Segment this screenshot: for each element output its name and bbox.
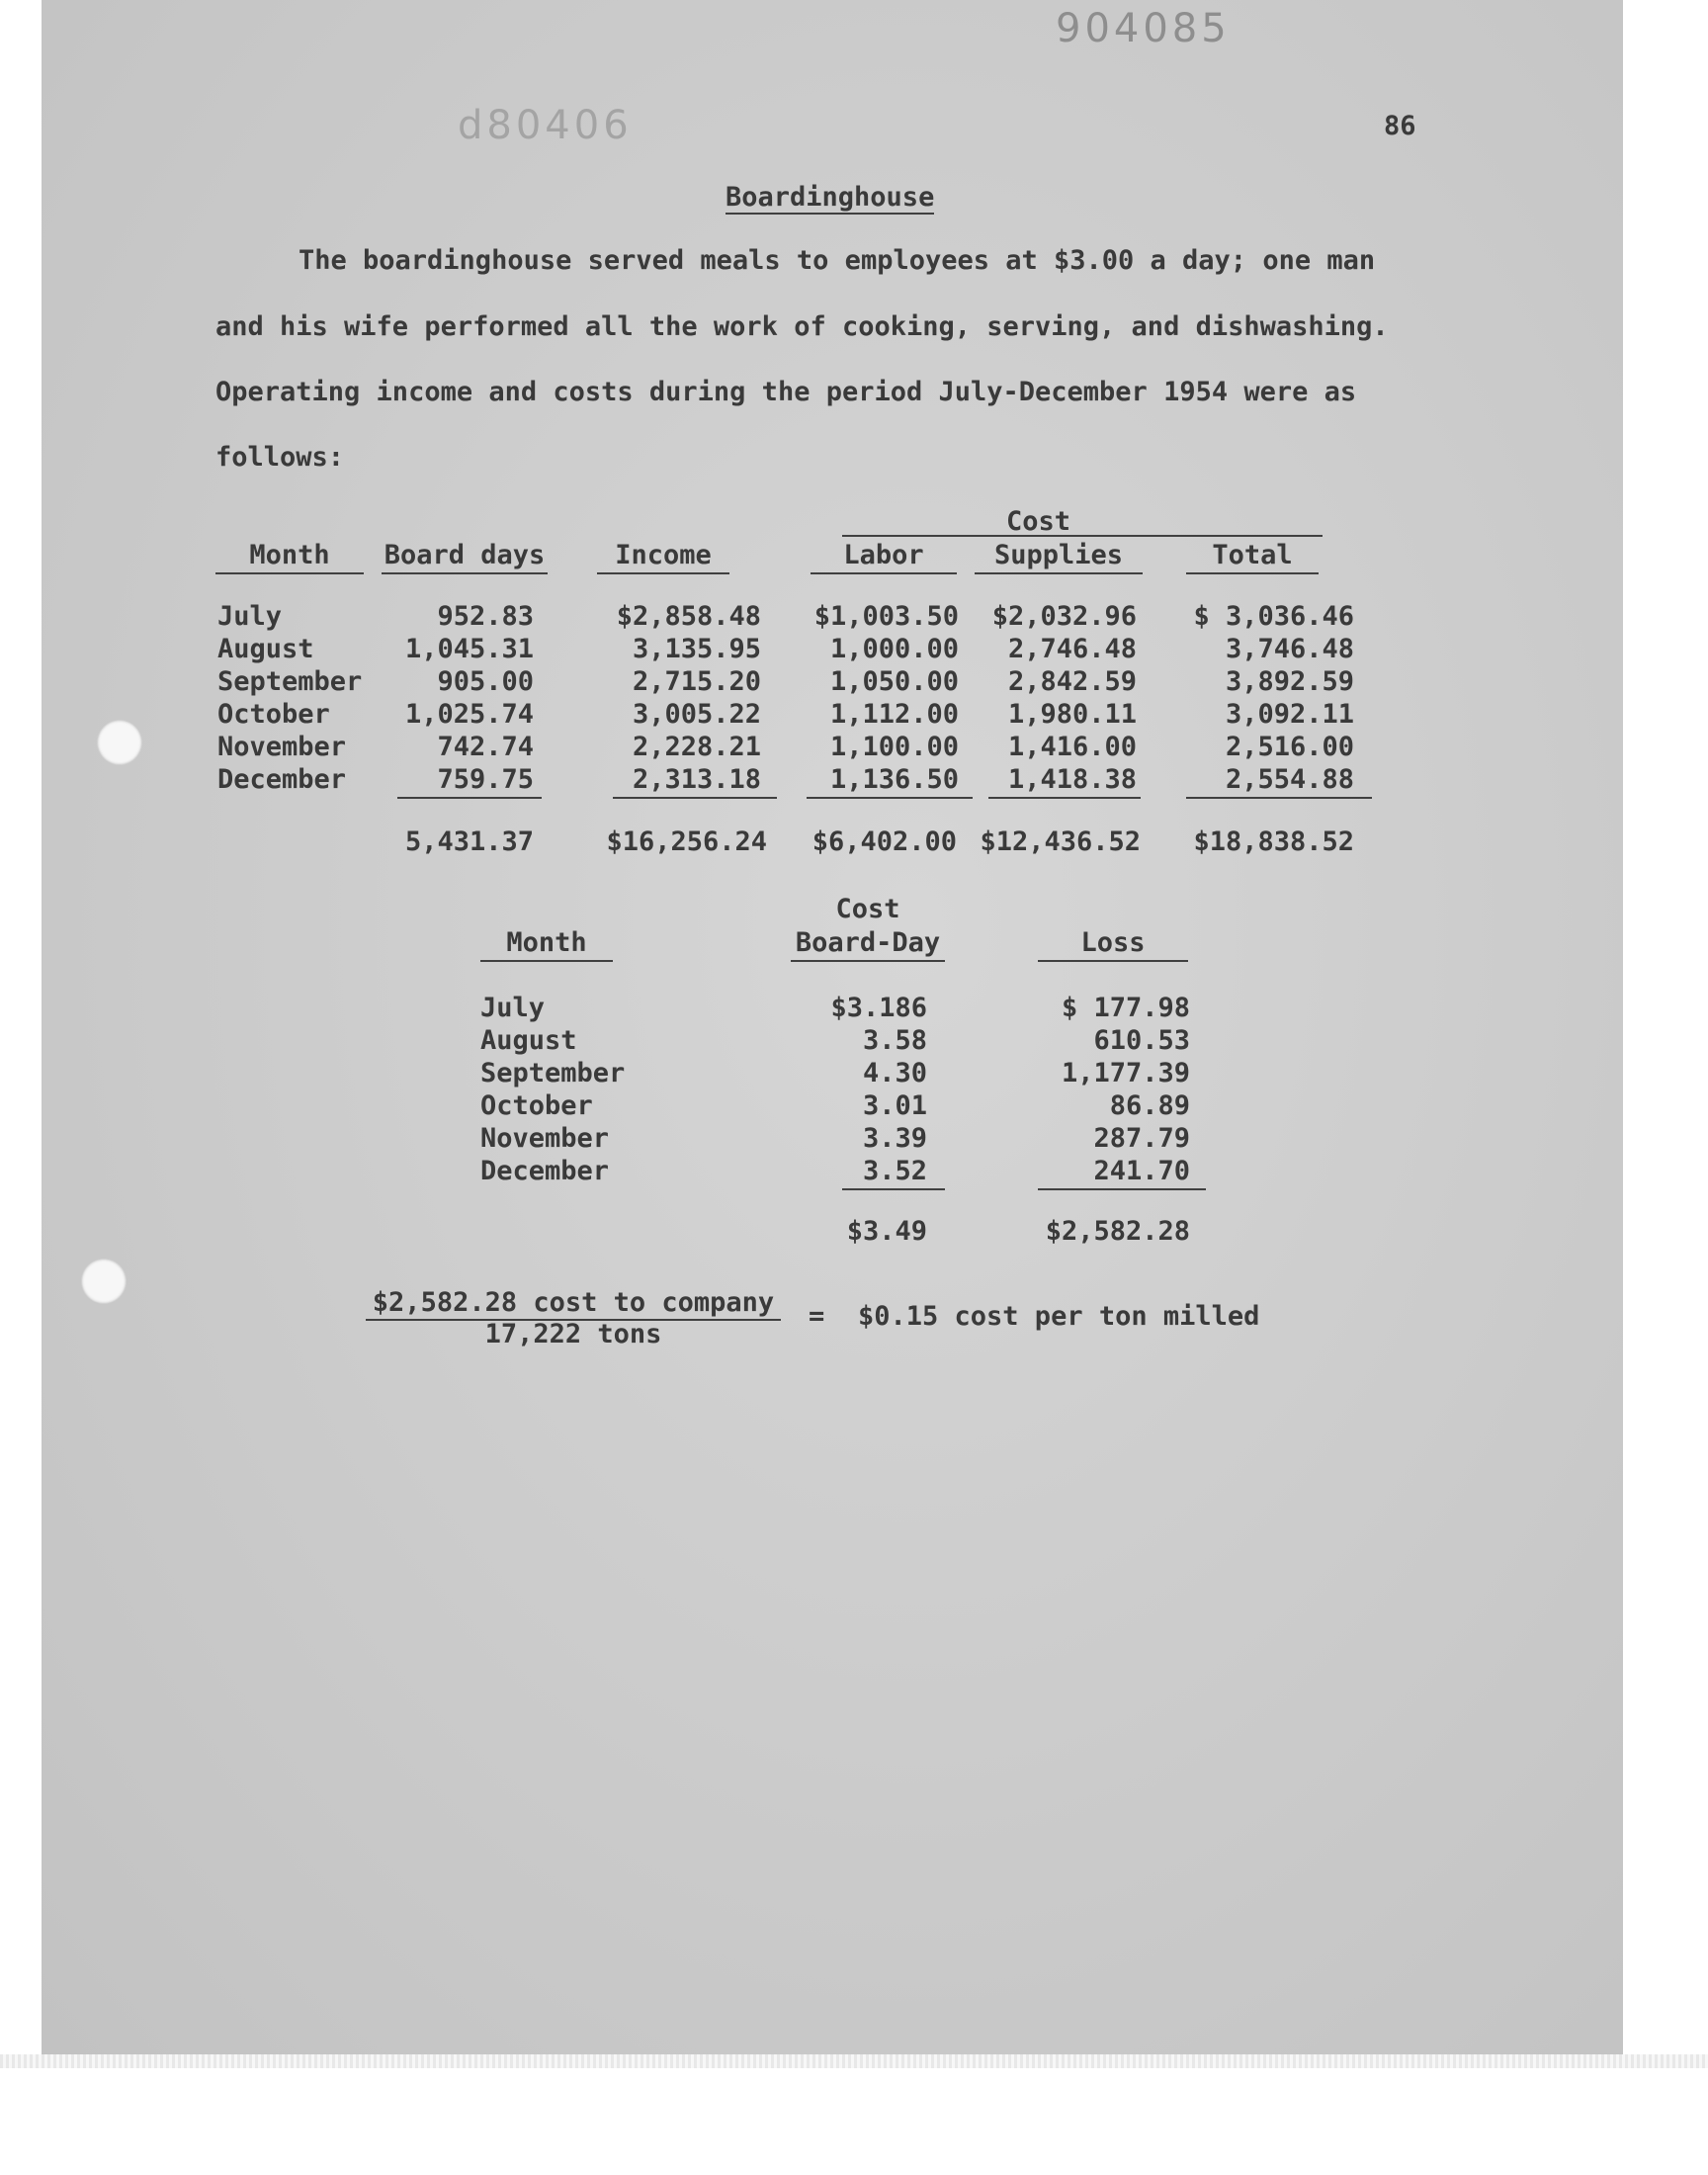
cell-supplies: $2,032.96 <box>991 601 1137 632</box>
cell-labor: 1,100.00 <box>829 732 959 762</box>
cell-loss: 241.70 <box>1093 1156 1190 1186</box>
cost-group-rule <box>842 535 1323 537</box>
cell-board-days: 952.83 <box>437 601 534 632</box>
table-row-month: October <box>217 699 330 730</box>
cell-loss: 1,177.39 <box>1061 1058 1190 1088</box>
paragraph-line: and his wife performed all the work of cooking, serving, and dishwashing. <box>215 311 1389 342</box>
sum-rule <box>1186 797 1372 799</box>
col-header-loss: Loss <box>1038 927 1188 962</box>
cell-labor: 1,000.00 <box>829 634 959 664</box>
sum-rule <box>1038 1188 1206 1190</box>
paragraph-line: follows: <box>215 442 345 473</box>
cell-cost-board-day: 3.39 <box>862 1123 927 1154</box>
cell-supplies: 2,746.48 <box>1007 634 1137 664</box>
paragraph-line: Operating income and costs during the period July-December 1954 were as <box>215 377 1357 407</box>
cell-board-days: 1,025.74 <box>404 699 534 730</box>
cell-board-days: 1,045.31 <box>404 634 534 664</box>
cell-loss: 287.79 <box>1093 1123 1190 1154</box>
cell-labor: 1,112.00 <box>829 699 959 730</box>
cell-income: 3,135.95 <box>632 634 761 664</box>
col-header-board-days: Board days <box>382 540 548 574</box>
col-header-month-2: Month <box>480 927 613 962</box>
col-header-board-day: Board-Day <box>791 927 945 962</box>
sum-rule <box>807 797 973 799</box>
table-row-month: November <box>217 732 347 762</box>
table-row-month: August <box>217 634 314 664</box>
cell-total: 3,746.48 <box>1225 634 1354 664</box>
cell-loss: 610.53 <box>1093 1025 1190 1056</box>
sum-rule <box>397 797 542 799</box>
table-row-month: August <box>480 1025 577 1056</box>
cell-supplies: 1,980.11 <box>1007 699 1137 730</box>
table-row-month: December <box>217 764 347 795</box>
cell-total: 3,092.11 <box>1225 699 1354 730</box>
cell-income: 2,228.21 <box>632 732 761 762</box>
cell-total: $ 3,036.46 <box>1193 601 1354 632</box>
total-income: $16,256.24 <box>606 826 767 857</box>
total-total: $18,838.52 <box>1193 826 1354 857</box>
scan-edge <box>0 2054 1708 2068</box>
total-supplies: $12,436.52 <box>980 826 1141 857</box>
cell-supplies: 2,842.59 <box>1007 666 1137 697</box>
cell-income: $2,858.48 <box>616 601 761 632</box>
col-header-labor: Labor <box>811 540 957 574</box>
cell-cost-board-day: 3.58 <box>862 1025 927 1056</box>
stamp-number-top: 904085 <box>1056 6 1231 51</box>
cell-total: 2,554.88 <box>1225 764 1354 795</box>
col-header-month: Month <box>215 540 364 574</box>
page-number: 86 <box>1384 111 1416 141</box>
cell-cost-board-day: 3.52 <box>862 1156 927 1186</box>
sum-rule <box>842 1188 945 1190</box>
table-row-month: July <box>480 993 546 1023</box>
cell-income: 2,715.20 <box>632 666 761 697</box>
cell-loss: $ 177.98 <box>1061 993 1190 1023</box>
table-row-month: September <box>480 1058 626 1088</box>
formula-denominator: 17,222 tons <box>484 1319 662 1349</box>
cell-board-days: 905.00 <box>437 666 534 697</box>
paragraph-line: The boardinghouse served meals to employees at $3.00 a day; one man <box>299 245 1376 276</box>
total-cost-board-day: $3.49 <box>846 1216 927 1247</box>
col-header-total: Total <box>1186 540 1319 574</box>
cell-board-days: 742.74 <box>437 732 534 762</box>
total-loss: $2,582.28 <box>1045 1216 1190 1247</box>
cell-cost-board-day: 3.01 <box>862 1090 927 1121</box>
cell-cost-board-day: $3.186 <box>830 993 927 1023</box>
table-row-month: October <box>480 1090 593 1121</box>
cell-labor: 1,050.00 <box>829 666 959 697</box>
punch-hole <box>81 1259 127 1304</box>
table-row-month: December <box>480 1156 610 1186</box>
col-header-supplies: Supplies <box>975 540 1143 574</box>
table-row-month: September <box>217 666 363 697</box>
formula-equals: = <box>809 1301 825 1332</box>
cell-supplies: 1,418.38 <box>1007 764 1137 795</box>
cell-income: 2,313.18 <box>632 764 761 795</box>
sum-rule <box>613 797 777 799</box>
cell-labor: 1,136.50 <box>829 764 959 795</box>
cell-cost-board-day: 4.30 <box>862 1058 927 1088</box>
table-row-month: July <box>217 601 283 632</box>
total-labor: $6,402.00 <box>811 826 957 857</box>
formula-result: $0.15 cost per ton milled <box>858 1301 1260 1332</box>
cell-total: 2,516.00 <box>1225 732 1354 762</box>
cell-loss: 86.89 <box>1109 1090 1190 1121</box>
cell-board-days: 759.75 <box>437 764 534 795</box>
section-title: Boardinghouse <box>726 182 935 213</box>
table-row-month: November <box>480 1123 610 1154</box>
stamp-number-left: d80406 <box>458 103 633 148</box>
formula-numerator: $2,582.28 cost to company <box>366 1287 781 1321</box>
cell-labor: $1,003.50 <box>813 601 959 632</box>
punch-hole <box>97 720 142 765</box>
cell-total: 3,892.59 <box>1225 666 1354 697</box>
cell-supplies: 1,416.00 <box>1007 732 1137 762</box>
col-header-income: Income <box>597 540 729 574</box>
col-header-cost: Cost <box>835 894 900 924</box>
cell-income: 3,005.22 <box>632 699 761 730</box>
total-board-days: 5,431.37 <box>404 826 534 857</box>
cost-group-header: Cost <box>1006 506 1071 537</box>
sum-rule <box>988 797 1141 799</box>
